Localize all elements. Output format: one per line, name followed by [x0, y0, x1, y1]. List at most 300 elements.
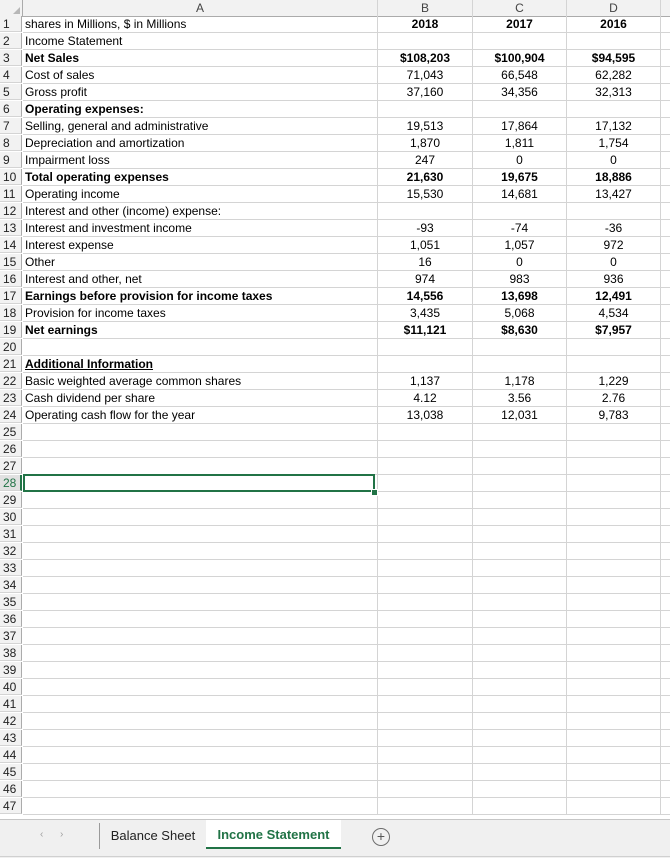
cell-c[interactable]: 1,811: [473, 135, 567, 152]
cell-a[interactable]: Total operating expenses: [23, 169, 378, 186]
column-header-d[interactable]: D: [567, 0, 661, 17]
cell-c[interactable]: 19,675: [473, 169, 567, 186]
cell-a[interactable]: [23, 730, 378, 747]
cell-c[interactable]: 34,356: [473, 84, 567, 101]
cell-b[interactable]: $108,203: [378, 50, 473, 67]
cell-c[interactable]: [473, 339, 567, 356]
cell-b[interactable]: [378, 747, 473, 764]
cell-d[interactable]: [567, 798, 661, 815]
tab-scroll-next-icon[interactable]: ›: [60, 829, 64, 840]
cell-c[interactable]: 0: [473, 152, 567, 169]
cell-c[interactable]: [473, 441, 567, 458]
cell-a[interactable]: Income Statement: [23, 33, 378, 50]
table-row: [0, 237, 670, 254]
cell-e[interactable]: [661, 356, 670, 373]
cell-b[interactable]: [378, 356, 473, 373]
cell-c[interactable]: $8,630: [473, 322, 567, 339]
cell-d[interactable]: [567, 560, 661, 577]
cell-b[interactable]: [378, 492, 473, 509]
cell-d[interactable]: [567, 101, 661, 118]
cell-e[interactable]: [661, 118, 670, 135]
row-header[interactable]: 21: [0, 356, 22, 372]
cell-d[interactable]: [567, 645, 661, 662]
cell-a[interactable]: Cost of sales: [23, 67, 378, 84]
cell-e[interactable]: [661, 424, 670, 441]
row-header[interactable]: 27: [0, 458, 22, 474]
cell-c[interactable]: [473, 696, 567, 713]
cell-d[interactable]: $7,957: [567, 322, 661, 339]
cell-b[interactable]: [378, 339, 473, 356]
cell-e[interactable]: [661, 16, 670, 33]
cell-e[interactable]: [661, 577, 670, 594]
row-header[interactable]: 3: [0, 50, 22, 66]
cell-c[interactable]: 3.56: [473, 390, 567, 407]
cell-a[interactable]: [23, 526, 378, 543]
cell-d[interactable]: 936: [567, 271, 661, 288]
cell-c[interactable]: [473, 509, 567, 526]
cell-e[interactable]: [661, 509, 670, 526]
row-header[interactable]: 45: [0, 764, 22, 780]
cell-d[interactable]: 32,313: [567, 84, 661, 101]
cell-a[interactable]: [23, 577, 378, 594]
cell-e[interactable]: [661, 50, 670, 67]
table-row: [0, 628, 670, 645]
cell-b[interactable]: [378, 203, 473, 220]
cell-e[interactable]: [661, 526, 670, 543]
cell-c[interactable]: [473, 492, 567, 509]
cell-a[interactable]: [23, 713, 378, 730]
cell-b[interactable]: 4.12: [378, 390, 473, 407]
cell-c[interactable]: [473, 662, 567, 679]
row-header[interactable]: 42: [0, 713, 22, 729]
cell-c[interactable]: 66,548: [473, 67, 567, 84]
row-header[interactable]: 41: [0, 696, 22, 712]
cell-a[interactable]: [23, 339, 378, 356]
cell-d[interactable]: [567, 764, 661, 781]
cell-b[interactable]: 19,513: [378, 118, 473, 135]
cell-d[interactable]: 12,491: [567, 288, 661, 305]
cell-c[interactable]: 5,068: [473, 305, 567, 322]
cell-e[interactable]: [661, 492, 670, 509]
cell-a[interactable]: Selling, general and administrative: [23, 118, 378, 135]
cell-d[interactable]: 0: [567, 254, 661, 271]
cell-d[interactable]: 972: [567, 237, 661, 254]
cell-c[interactable]: [473, 356, 567, 373]
cell-a[interactable]: Additional Information: [23, 356, 378, 373]
row-header[interactable]: 29: [0, 492, 22, 508]
row-header[interactable]: 19: [0, 322, 22, 338]
cell-b[interactable]: [378, 560, 473, 577]
cell-c[interactable]: [473, 713, 567, 730]
row-header[interactable]: 44: [0, 747, 22, 763]
cell-c[interactable]: [473, 424, 567, 441]
cell-e[interactable]: [661, 33, 670, 50]
row-header[interactable]: 34: [0, 577, 22, 593]
tab-scroll-prev-icon[interactable]: ‹: [40, 829, 44, 840]
cell-e[interactable]: [661, 67, 670, 84]
cell-d[interactable]: 0: [567, 152, 661, 169]
cell-e[interactable]: [661, 237, 670, 254]
cell-e[interactable]: [661, 441, 670, 458]
row-header[interactable]: 5: [0, 84, 22, 100]
cell-e[interactable]: [661, 254, 670, 271]
cell-d[interactable]: [567, 475, 661, 492]
row-header[interactable]: 7: [0, 118, 22, 134]
cell-b[interactable]: [378, 713, 473, 730]
cell-a[interactable]: Provision for income taxes: [23, 305, 378, 322]
cell-d[interactable]: [567, 747, 661, 764]
cell-e[interactable]: [661, 696, 670, 713]
row-header[interactable]: 26: [0, 441, 22, 457]
row-header[interactable]: 33: [0, 560, 22, 576]
cell-b[interactable]: [378, 696, 473, 713]
row-header[interactable]: 13: [0, 220, 22, 236]
cell-d[interactable]: 1,754: [567, 135, 661, 152]
cell-c[interactable]: 1,057: [473, 237, 567, 254]
cell-b[interactable]: [378, 526, 473, 543]
cell-e[interactable]: [661, 458, 670, 475]
row-header[interactable]: 16: [0, 271, 22, 287]
cell-d[interactable]: $94,595: [567, 50, 661, 67]
cell-c[interactable]: $100,904: [473, 50, 567, 67]
cell-e[interactable]: [661, 628, 670, 645]
cell-c[interactable]: 0: [473, 254, 567, 271]
cell-c[interactable]: [473, 645, 567, 662]
cell-a[interactable]: Cash dividend per share: [23, 390, 378, 407]
tab-income-statement[interactable]: Income Statement: [206, 820, 341, 849]
cell-a[interactable]: Gross profit: [23, 84, 378, 101]
cell-d[interactable]: 17,132: [567, 118, 661, 135]
cell-d[interactable]: [567, 713, 661, 730]
row-header[interactable]: 6: [0, 101, 22, 117]
cell-b[interactable]: [378, 662, 473, 679]
cell-a[interactable]: [23, 764, 378, 781]
select-all-corner[interactable]: [0, 0, 23, 17]
cell-e[interactable]: [661, 373, 670, 390]
row-header[interactable]: 35: [0, 594, 22, 610]
row-header[interactable]: 2: [0, 33, 22, 49]
cell-e[interactable]: [661, 322, 670, 339]
cell-b[interactable]: 71,043: [378, 67, 473, 84]
cell-d[interactable]: 2016: [567, 16, 661, 33]
cell-d[interactable]: [567, 356, 661, 373]
table-row: [0, 679, 670, 696]
cell-d[interactable]: [567, 339, 661, 356]
cell-b[interactable]: 16: [378, 254, 473, 271]
cell-e[interactable]: [661, 679, 670, 696]
cell-b[interactable]: 13,038: [378, 407, 473, 424]
cell-b[interactable]: [378, 424, 473, 441]
row-header[interactable]: 24: [0, 407, 22, 423]
cell-e[interactable]: [661, 594, 670, 611]
cell-c[interactable]: [473, 560, 567, 577]
row-header[interactable]: 38: [0, 645, 22, 661]
cell-e[interactable]: [661, 305, 670, 322]
cell-a[interactable]: [23, 747, 378, 764]
row-header[interactable]: 1: [0, 16, 22, 32]
cell-a[interactable]: [23, 696, 378, 713]
cell-a[interactable]: Other: [23, 254, 378, 271]
table-row: [0, 526, 670, 543]
cell-a[interactable]: [23, 594, 378, 611]
cell-c[interactable]: [473, 526, 567, 543]
row-header[interactable]: 9: [0, 152, 22, 168]
cell-d[interactable]: [567, 781, 661, 798]
cell-b[interactable]: -93: [378, 220, 473, 237]
cell-e[interactable]: [661, 713, 670, 730]
cell-b[interactable]: 14,556: [378, 288, 473, 305]
cell-d[interactable]: [567, 577, 661, 594]
cell-b[interactable]: [378, 679, 473, 696]
cell-b[interactable]: [378, 781, 473, 798]
cell-b[interactable]: 1,137: [378, 373, 473, 390]
cell-c[interactable]: 983: [473, 271, 567, 288]
cell-e[interactable]: [661, 135, 670, 152]
cell-e[interactable]: [661, 271, 670, 288]
column-header-b[interactable]: B: [378, 0, 473, 17]
table-row: [0, 441, 670, 458]
cell-d[interactable]: 13,427: [567, 186, 661, 203]
cell-b[interactable]: 974: [378, 271, 473, 288]
cell-d[interactable]: [567, 679, 661, 696]
row-header[interactable]: 31: [0, 526, 22, 542]
cell-a[interactable]: Net Sales: [23, 50, 378, 67]
cell-b[interactable]: [378, 101, 473, 118]
cell-b[interactable]: [378, 33, 473, 50]
cell-a[interactable]: [23, 662, 378, 679]
cell-a[interactable]: Interest and other, net: [23, 271, 378, 288]
cell-a[interactable]: Operating expenses:: [23, 101, 378, 118]
row-header[interactable]: 25: [0, 424, 22, 440]
cell-d[interactable]: [567, 730, 661, 747]
cell-c[interactable]: 13,698: [473, 288, 567, 305]
cell-b[interactable]: [378, 645, 473, 662]
cell-b[interactable]: [378, 798, 473, 815]
cell-e[interactable]: [661, 560, 670, 577]
cell-a[interactable]: [23, 628, 378, 645]
cell-b[interactable]: [378, 611, 473, 628]
table-row: [0, 118, 670, 135]
row-header[interactable]: 8: [0, 135, 22, 151]
cell-b[interactable]: [378, 458, 473, 475]
active-cell-selection[interactable]: [23, 474, 375, 492]
cell-e[interactable]: [661, 543, 670, 560]
cell-c[interactable]: [473, 747, 567, 764]
cell-e[interactable]: [661, 169, 670, 186]
cell-c[interactable]: 14,681: [473, 186, 567, 203]
cell-b[interactable]: 37,160: [378, 84, 473, 101]
tab-balance-sheet[interactable]: Balance Sheet: [99, 823, 207, 849]
cell-e[interactable]: [661, 747, 670, 764]
row-header[interactable]: 30: [0, 509, 22, 525]
cell-d[interactable]: [567, 458, 661, 475]
cell-a[interactable]: Depreciation and amortization: [23, 135, 378, 152]
cell-b[interactable]: 1,051: [378, 237, 473, 254]
cell-d[interactable]: [567, 509, 661, 526]
cell-e[interactable]: [661, 186, 670, 203]
cell-d[interactable]: [567, 696, 661, 713]
cell-e[interactable]: [661, 152, 670, 169]
cell-a[interactable]: Basic weighted average common shares: [23, 373, 378, 390]
cell-c[interactable]: [473, 611, 567, 628]
cell-c[interactable]: [473, 475, 567, 492]
cell-a[interactable]: [23, 458, 378, 475]
add-sheet-icon[interactable]: +: [372, 828, 390, 846]
cell-c[interactable]: -74: [473, 220, 567, 237]
row-header[interactable]: 32: [0, 543, 22, 559]
cell-b[interactable]: 247: [378, 152, 473, 169]
row-header[interactable]: 43: [0, 730, 22, 746]
row-header[interactable]: 14: [0, 237, 22, 253]
cell-c[interactable]: [473, 798, 567, 815]
cell-a[interactable]: [23, 492, 378, 509]
row-header[interactable]: 12: [0, 203, 22, 219]
cell-b[interactable]: [378, 628, 473, 645]
cell-e[interactable]: [661, 764, 670, 781]
cell-a[interactable]: [23, 781, 378, 798]
cell-a[interactable]: shares in Millions, $ in Millions: [23, 16, 378, 33]
cell-c[interactable]: 2017: [473, 16, 567, 33]
cell-b[interactable]: [378, 577, 473, 594]
cell-d[interactable]: [567, 33, 661, 50]
cell-a[interactable]: Impairment loss: [23, 152, 378, 169]
cell-e[interactable]: [661, 730, 670, 747]
cell-c[interactable]: 1,178: [473, 373, 567, 390]
cell-c[interactable]: [473, 628, 567, 645]
cell-c[interactable]: [473, 543, 567, 560]
cell-a[interactable]: Interest expense: [23, 237, 378, 254]
cell-c[interactable]: [473, 101, 567, 118]
cell-d[interactable]: 9,783: [567, 407, 661, 424]
row-header[interactable]: 4: [0, 67, 22, 83]
cell-d[interactable]: [567, 662, 661, 679]
cell-d[interactable]: -36: [567, 220, 661, 237]
cell-b[interactable]: 2018: [378, 16, 473, 33]
row-header[interactable]: 39: [0, 662, 22, 678]
cell-c[interactable]: [473, 458, 567, 475]
cell-c[interactable]: [473, 203, 567, 220]
row-header[interactable]: 37: [0, 628, 22, 644]
row-header[interactable]: 11: [0, 186, 22, 202]
cell-a[interactable]: Operating cash flow for the year: [23, 407, 378, 424]
row-header[interactable]: 22: [0, 373, 22, 389]
cell-b[interactable]: [378, 475, 473, 492]
row-header[interactable]: 28: [0, 475, 22, 491]
column-header-a[interactable]: A: [23, 0, 378, 17]
row-header[interactable]: 18: [0, 305, 22, 321]
cell-b[interactable]: [378, 594, 473, 611]
cell-b[interactable]: 21,630: [378, 169, 473, 186]
cell-d[interactable]: [567, 424, 661, 441]
cell-b[interactable]: 15,530: [378, 186, 473, 203]
cell-a[interactable]: [23, 798, 378, 815]
cell-c[interactable]: [473, 781, 567, 798]
cell-e[interactable]: [661, 203, 670, 220]
row-header[interactable]: 23: [0, 390, 22, 406]
cell-d[interactable]: [567, 203, 661, 220]
cell-a[interactable]: [23, 424, 378, 441]
cell-b[interactable]: [378, 543, 473, 560]
cell-e[interactable]: [661, 611, 670, 628]
cell-e[interactable]: [661, 645, 670, 662]
cell-b[interactable]: 1,870: [378, 135, 473, 152]
row-header[interactable]: 46: [0, 781, 22, 797]
column-header-c[interactable]: C: [473, 0, 567, 17]
fill-handle[interactable]: [371, 489, 378, 496]
cell-a[interactable]: Net earnings: [23, 322, 378, 339]
cell-a[interactable]: [23, 509, 378, 526]
column-header-e[interactable]: [661, 0, 670, 17]
cell-c[interactable]: [473, 594, 567, 611]
cell-e[interactable]: [661, 220, 670, 237]
cell-c[interactable]: [473, 577, 567, 594]
cell-b[interactable]: [378, 441, 473, 458]
row-header[interactable]: 10: [0, 169, 22, 185]
cell-a[interactable]: Interest and other (income) expense:: [23, 203, 378, 220]
cell-e[interactable]: [661, 390, 670, 407]
cell-a[interactable]: [23, 560, 378, 577]
cell-d[interactable]: [567, 492, 661, 509]
cell-e[interactable]: [661, 475, 670, 492]
cell-d[interactable]: 62,282: [567, 67, 661, 84]
row-header[interactable]: 20: [0, 339, 22, 355]
cell-b[interactable]: [378, 764, 473, 781]
cell-d[interactable]: 4,534: [567, 305, 661, 322]
cell-a[interactable]: Operating income: [23, 186, 378, 203]
cell-a[interactable]: [23, 441, 378, 458]
cell-e[interactable]: [661, 288, 670, 305]
cell-e[interactable]: [661, 662, 670, 679]
cell-a[interactable]: Interest and investment income: [23, 220, 378, 237]
cell-b[interactable]: $11,121: [378, 322, 473, 339]
row-header[interactable]: 15: [0, 254, 22, 270]
cell-c[interactable]: [473, 33, 567, 50]
cell-e[interactable]: [661, 781, 670, 798]
cell-d[interactable]: 1,229: [567, 373, 661, 390]
cell-e[interactable]: [661, 339, 670, 356]
cell-a[interactable]: [23, 611, 378, 628]
cell-e[interactable]: [661, 407, 670, 424]
cell-d[interactable]: [567, 611, 661, 628]
cell-d[interactable]: 2.76: [567, 390, 661, 407]
cell-b[interactable]: 3,435: [378, 305, 473, 322]
cell-a[interactable]: [23, 679, 378, 696]
cell-a[interactable]: [23, 645, 378, 662]
cell-d[interactable]: [567, 526, 661, 543]
cell-c[interactable]: 17,864: [473, 118, 567, 135]
cell-c[interactable]: [473, 764, 567, 781]
cell-e[interactable]: [661, 84, 670, 101]
cell-e[interactable]: [661, 798, 670, 815]
cell-a[interactable]: Earnings before provision for income taxes: [23, 288, 378, 305]
cell-a[interactable]: [23, 543, 378, 560]
cell-c[interactable]: 12,031: [473, 407, 567, 424]
cell-e[interactable]: [661, 101, 670, 118]
cell-c[interactable]: [473, 679, 567, 696]
cell-d[interactable]: [567, 441, 661, 458]
cell-b[interactable]: [378, 509, 473, 526]
cell-b[interactable]: [378, 730, 473, 747]
row-header[interactable]: 47: [0, 798, 22, 814]
cell-d[interactable]: [567, 543, 661, 560]
cell-d[interactable]: [567, 628, 661, 645]
cell-d[interactable]: [567, 594, 661, 611]
row-header[interactable]: 36: [0, 611, 22, 627]
row-header[interactable]: 40: [0, 679, 22, 695]
cell-c[interactable]: [473, 730, 567, 747]
cell-d[interactable]: 18,886: [567, 169, 661, 186]
row-header[interactable]: 17: [0, 288, 22, 304]
